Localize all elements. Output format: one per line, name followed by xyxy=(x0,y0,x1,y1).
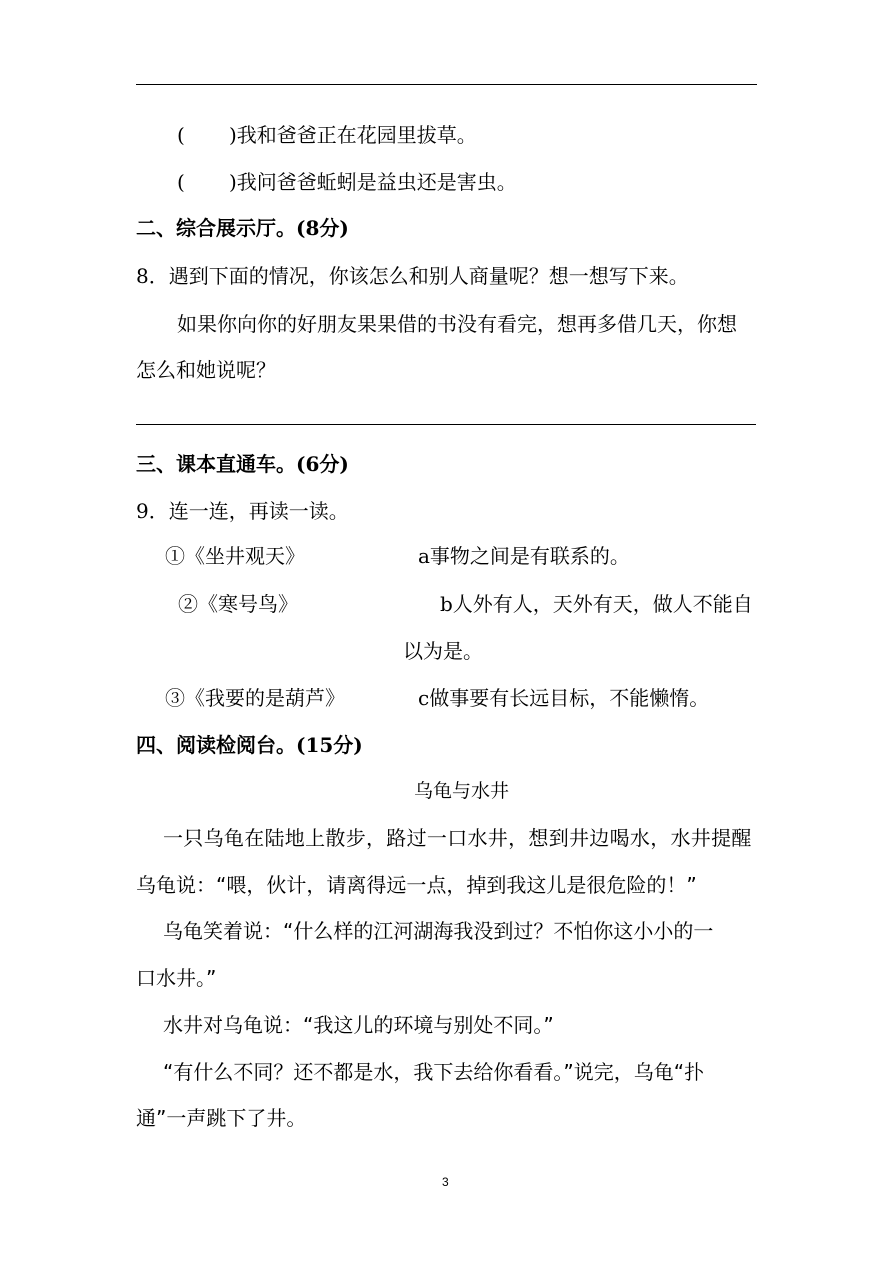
q9-right-b-cont: 以为是。 xyxy=(403,639,483,663)
q9-left-1[interactable]: ①《坐井观天》 xyxy=(165,544,305,568)
option-line-2 xyxy=(177,168,517,196)
q8-scenario-line1: 如果你向你的好朋友果果借的书没有看完，想再多借几天，你想 xyxy=(177,312,737,336)
story-line-2: 乌龟说：“喂，伙计，请离得远一点，掉到我这儿是很危险的！” xyxy=(136,873,697,897)
story-line-3: 乌龟笑着说：“什么样的江河湖海我没到过？不怕你这小小的一 xyxy=(163,919,714,943)
section4-heading: 四、阅读检阅台。(15分) xyxy=(136,733,363,757)
q9-right-c[interactable]: c做事要有长远目标，不能懒惰。 xyxy=(418,686,710,710)
answer-blank-1[interactable]: ( xyxy=(177,123,185,147)
section3-heading: 三、课本直通车。(6分) xyxy=(136,452,349,476)
top-rule xyxy=(136,84,757,85)
story-line-1: 一只乌龟在陆地上散步，路过一口水井，想到井边喝水，水井提醒 xyxy=(163,826,752,850)
story-line-6: “有什么不同？还不都是水，我下去给你看看。”说完，乌龟“扑 xyxy=(163,1060,705,1084)
q8-prompt: 8．遇到下面的情况，你该怎么和别人商量呢？想一想写下来。 xyxy=(136,264,689,288)
page-number: 3 xyxy=(442,1175,449,1189)
q8-scenario-line2: 怎么和她说呢？ xyxy=(136,358,276,382)
story-line-7: 通”一声跳下了井。 xyxy=(136,1106,307,1130)
option-text-1: )我和爸爸正在花园里拔草。 xyxy=(229,123,477,147)
q9-left-2[interactable]: ②《寒号鸟》 xyxy=(178,592,298,616)
q9-left-3[interactable]: ③《我要的是葫芦》 xyxy=(165,686,345,710)
option-line-1 xyxy=(177,121,477,149)
answer-blank-2[interactable]: ( xyxy=(177,170,185,194)
q8-answer-line[interactable] xyxy=(136,424,756,425)
q9-right-a[interactable]: a事物之间是有联系的。 xyxy=(418,544,630,568)
q9-prompt: 9．连一连，再读一读。 xyxy=(136,499,349,523)
story-title: 乌龟与水井 xyxy=(414,780,510,802)
option-text-2: )我问爸爸蚯蚓是益虫还是害虫。 xyxy=(229,170,517,194)
story-line-4: 口水井。” xyxy=(136,966,217,990)
q9-right-b[interactable]: b人外有人，天外有天，做人不能自 xyxy=(440,592,753,616)
section2-heading: 二、综合展示厅。(8分) xyxy=(136,216,349,240)
story-line-5: 水井对乌龟说：“我这儿的环境与别处不同。” xyxy=(163,1013,554,1037)
